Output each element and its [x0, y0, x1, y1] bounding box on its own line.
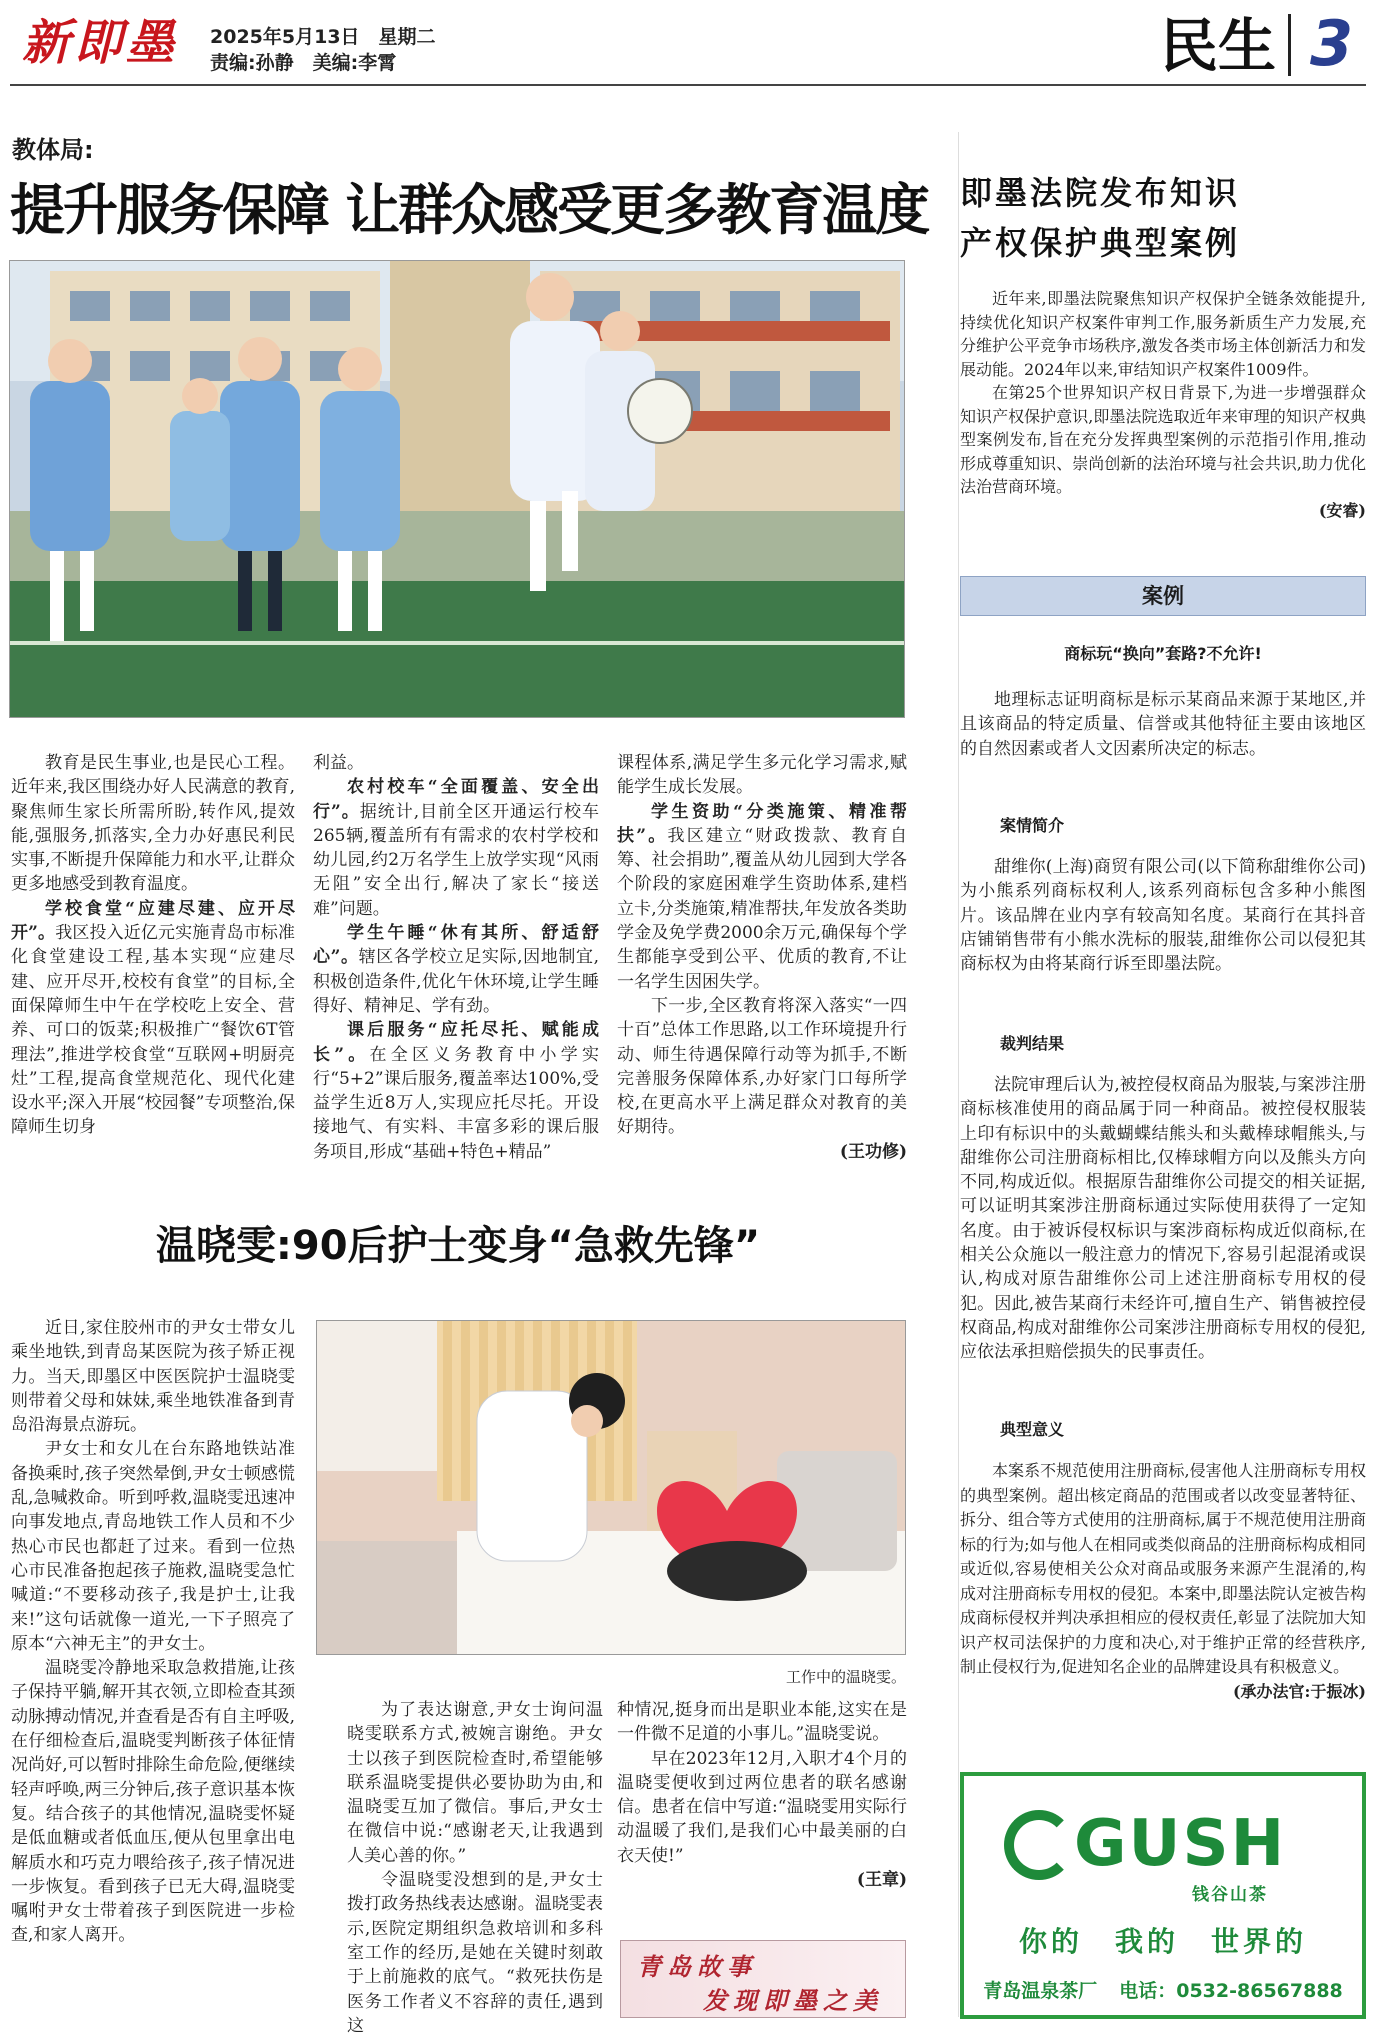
case-intro — [960, 855, 1366, 976]
ip-headline-line-2: 产权保护典型案例 — [960, 224, 1241, 262]
significance-text — [960, 1459, 1366, 1704]
brand-swirl-icon — [1004, 1810, 1074, 1880]
brand-logo: GUSH — [1074, 1807, 1287, 1881]
tea-advertisement — [960, 1772, 1366, 2019]
nurse-column-2 — [347, 1698, 603, 2038]
nurse-column-1 — [11, 1316, 295, 1948]
paragraph: 近年来,即墨法院聚焦知识产权保护全链条效能提升,持续优化知识产权案件审判工作,服务新质生产力发展,充分维护公平竞争市场秩序,激发各类市场主体创新活力和发展动能。2024年以来,审结知识产权案件1009件。 — [960, 289, 1366, 379]
subhead: 学生资助“分类施策、精准帮扶”。 — [617, 801, 907, 846]
paragraph: 令温晓雯没想到的是,尹女士拨打政务热线表达感谢。温晓雯表示,医院定期组织急救培训和多科室工作的经历,是她在关键时刻敢于上前施救的底气。“救死扶伤是医务工作者义不容辞的责任,遇到这 — [347, 1870, 603, 2036]
nurse-column-3 — [617, 1698, 907, 1892]
ip-intro — [960, 287, 1366, 522]
nurse-headline: 温晓雯:90后护士变身“急救先锋” — [155, 1223, 761, 1269]
significance-heading: 典型意义 — [1000, 1420, 1065, 1439]
paragraph: 尹女士和女儿在台东路地铁站准备换乘时,孩子突然晕倒,尹女士顿感慌乱,急喊救命。听到呼救,温晓雯迅速冲向事发地点,青岛地铁工作人员和不少热心市民也都赶了过来。看到一位热心市民准备抱起孩子施救,温晓雯急忙喊道:“不要移动孩子,我是护士,让我来!”这句话就像一道光,一下子照亮了原本“六神无主”的尹女士。 — [11, 1439, 295, 1654]
masthead-divider — [1288, 14, 1291, 76]
paragraph — [313, 775, 599, 921]
photo-caption: 工作中的温晓雯。 — [785, 1668, 906, 1686]
judge-credit: (承办法官:于振冰) — [1232, 1681, 1366, 1701]
lead-column-1 — [11, 751, 295, 1140]
case-background — [960, 688, 1366, 761]
phone-number: 电话：0532-86567888 — [1119, 1980, 1343, 2002]
paragraph: 本案系不规范使用注册商标,侵害他人注册商标专用权的典型案例。超出核定商品的范围或者以改变显著特征、拆分、组合等方式使用的注册商标,属于不规范使用注册商标的行为;如与他人在相同或类似商品的注册商标构成相同或近似,容易使相关公众对商品或服务来源产生混淆的,构成对注册商标专用权的侵犯。本案中,即墨法院认定被告构成商标侵权并判决承担相应的侵权责任,彰显了法院加大知识产权司法保护的力度和决心,对于维护正常的经营秩序,制止侵权行为,促进知名企业的品牌建设具有积极意义。 — [960, 1461, 1366, 1676]
paragraph: 甜维你(上海)商贸有限公司(以下简称甜维你公司)为小熊系列商标权利人,该系列商标包含多种小熊图片。该品牌在业内享有较高知名度。某商行在其抖音店铺销售带有小熊水洗标的服装,甜维你公司以侵犯其商标权为由将某商行诉至即墨法院。 — [960, 857, 1366, 975]
subhead: 农村校车“全面覆盖、安全出行”。 — [313, 777, 599, 822]
paragraph — [313, 1018, 599, 1164]
paragraph: 早在2023年12月,入职才4个月的温晓雯便收到过两位患者的联名感谢信。患者在信中写道:“温晓雯用实际行动温暖了我们,是我们心中最美丽的白衣天使!” — [617, 1748, 907, 1866]
paragraph — [313, 921, 599, 1018]
football-photo — [9, 260, 905, 718]
lead-column-2 — [313, 751, 599, 1164]
paragraph: 利益。 — [313, 753, 364, 773]
masthead-rule — [10, 84, 1366, 86]
paragraph: 为了表达谢意,尹女士询问温晓雯联系方式,被婉言谢绝。尹女士以孩子到医院检查时,希望能够联系温晓雯提供必要协助为由,和温晓雯互加了微信。事后,尹女士在微信中说:“感谢老天,让我遇到人美心善的你。” — [347, 1700, 603, 1866]
paragraph-text: 在全区义务教育中小学实行“5+2”课后服务,覆盖率达100%,受益学生近8万人,实现应托尽托。开设接地气、有实料、丰富多彩的课后服务项目,形成“基础+特色+精品” — [313, 1044, 600, 1162]
lead-column-3 — [617, 751, 907, 1164]
paragraph: 教育是民生事业,也是民心工程。近年来,我区围绕办好人民满意的教育,聚焦师生家长所需所盼,转作风,提效能,强服务,抓落实,全力办好惠民利民实事,不断提升保障能力和水平,让群众更多地感受到教育温度。 — [11, 753, 295, 895]
paragraph-text: 我区投入近亿元实施青岛市标准化食堂建设工程,基本实现“应建尽建、应开尽开,校校有食堂”的目标,全面保障师生中午在学校吃上安全、营养、可口的饭菜;积极推广“餐饮6T管理法”,推进学校食堂“互联网+明厨亮灶”工程,提高食堂规范化、现代化建设水平;深入开展“校园餐”专项整治,保障师生切身 — [11, 923, 296, 1138]
lead-kicker: 教体局: — [12, 136, 94, 164]
case-title: 商标玩“换向”套路?不允许! — [1064, 644, 1262, 663]
case-intro-heading: 案情简介 — [1000, 816, 1065, 835]
paragraph-text: 据统计,目前全区开通运行校车265辆,覆盖所有有需求的农村学校和幼儿园,约2万名学生上放学实现“风雨无阻”安全出行,解决了家长“接送难”问题。 — [313, 801, 600, 919]
ip-headline-line-1: 即墨法院发布知识 — [960, 174, 1241, 212]
paragraph-text: 辖区各学校立足实际,因地制宜,积极创造条件,优化午休环境,让学生睡得好、精神足、学有劲。 — [313, 947, 600, 1016]
page-number: 3 — [1310, 7, 1354, 80]
subhead: 课后服务“应托尽托、赋能成长”。 — [313, 1020, 599, 1065]
paragraph: 下一步,全区教育将深入落实“一四十百”总体工作思路,以工作环境提升行动、师生待遇保障行动等为抓手,不断完善服务保障体系,办好家门口每所学校,在更高水平上满足群众对教育的美好期待。 — [617, 995, 907, 1138]
author-credit: (王章) — [856, 1870, 907, 1891]
paragraph: 法院审理后认为,被控侵权商品为服装,与案涉注册商标核准使用的商品属于同一种商品。被控侵权服装上印有标识中的头戴蝴蝶结熊头和头戴棒球帽熊头,与甜维你公司注册商标相比,仅棒球帽方向以及熊头方向不同,构成近似。根据原告甜维你公司提交的相关证据,可以证明其案涉注册商标通过实际使用获得了一定知名度。由于被诉侵权标识与案涉商标构成近似商标,在相关公众施以一般注意力的情况下,容易引起混淆或误认,构成对原告甜维你公司上述注册商标专用权的侵犯。因此,被告某商行未经许可,擅自生产、销售被控侵权商品,构成对甜维你公司案涉注册商标专用权的侵犯,应依法承担赔偿损失的民事责任。 — [960, 1075, 1366, 1363]
newspaper-logo: 新即墨 — [22, 15, 179, 71]
paragraph: 温晓雯冷静地采取急救措施,让孩子保持平躺,解开其衣领,立即检查其颈动脉搏动情况,并查看是否有自主呼吸,在仔细检查后,温晓雯判断孩子体征情况尚好,可以暂时排除生命危险,便继续轻声呼唤,两三分钟后,孩子意识基本恢复。结合孩子的其他情况,温晓雯怀疑是低血糖或者低血压,便从包里拿出电解质水和巧克力喂给孩子,孩子情况进一步恢复。看到孩子已无大碍,温晓雯嘱咐尹女士带着孩子到医院进一步检查,和家人离开。 — [11, 1658, 295, 1946]
subhead: 学生午睡“休有其所、舒适舒心”。 — [313, 923, 599, 968]
issue-date: 2025年5月13日 星期二 — [210, 26, 436, 48]
author-credit: (王功修) — [839, 1141, 907, 1162]
qingdao-story-banner — [620, 1940, 906, 2018]
column-divider — [958, 132, 959, 2017]
paragraph: 课程体系,满足学生多元化学习需求,赋能学生成长发展。 — [617, 753, 907, 798]
subhead: 学校食堂“应建尽建、应开尽开”。 — [11, 898, 295, 944]
paragraph: 种情况,挺身而出是职业本能,这实在是一件微不足道的小事儿。”温晓雯说。 — [617, 1700, 907, 1745]
paragraph: 地理标志证明商标是标示某商品来源于某地区,并且该商品的特定质量、信誉或其他特征主要由该地区的自然因素或者人文因素所决定的标志。 — [960, 690, 1366, 759]
case-section-band: 案例 — [960, 576, 1366, 616]
ad-slogan: 你的 我的 世界的 — [1018, 1925, 1307, 1958]
banner-line-2: 发现即墨之美 — [703, 1986, 883, 2015]
section-title: 民生 — [1160, 12, 1277, 80]
paragraph-text: 我区建立“财政拨款、教育自筹、社会捐助”,覆盖从幼儿园到大学各个阶段的家庭困难学生资助体系,建档立卡,分类施策,精准帮扶,年发放各类助学金及免学费2000余万元,确保每个学生都能享受到公平、优质的教育,不让一名学生因困失学。 — [617, 825, 907, 992]
ip-headline — [960, 168, 1340, 268]
lead-headline: 提升服务保障 让群众感受更多教育温度 — [10, 178, 929, 242]
paragraph — [11, 897, 295, 1140]
paragraph: 在第25个世界知识产权日背景下,为进一步增强群众知识产权保护意识,即墨法院选取近年来审理的知识产权典型案例发布,旨在充分发挥典型案例的示范指引作用,推动形成尊重知识、崇尚创新的法治环境与社会共识,助力优化法治营商环境。 — [960, 383, 1366, 496]
company-name: 青岛温泉茶厂 — [983, 1980, 1098, 2002]
paragraph — [617, 800, 907, 994]
editor-credits: 责编:孙静 美编:李霄 — [210, 52, 397, 74]
ad-contact — [964, 1976, 1362, 2003]
nurse-photo — [316, 1320, 906, 1655]
judgment-heading: 裁判结果 — [1000, 1034, 1065, 1053]
brand-subtitle: 钱谷山茶 — [1192, 1885, 1268, 1905]
judgment-text — [960, 1073, 1366, 1365]
author-credit: (安睿) — [1318, 500, 1366, 520]
paragraph: 近日,家住胶州市的尹女士带女儿乘坐地铁,到青岛某医院为孩子矫正视力。当天,即墨区中医医院护士温晓雯则带着父母和妹妹,乘坐地铁准备到青岛沿海景点游玩。 — [11, 1318, 295, 1436]
banner-line-1: 青岛故事 — [637, 1952, 757, 1981]
